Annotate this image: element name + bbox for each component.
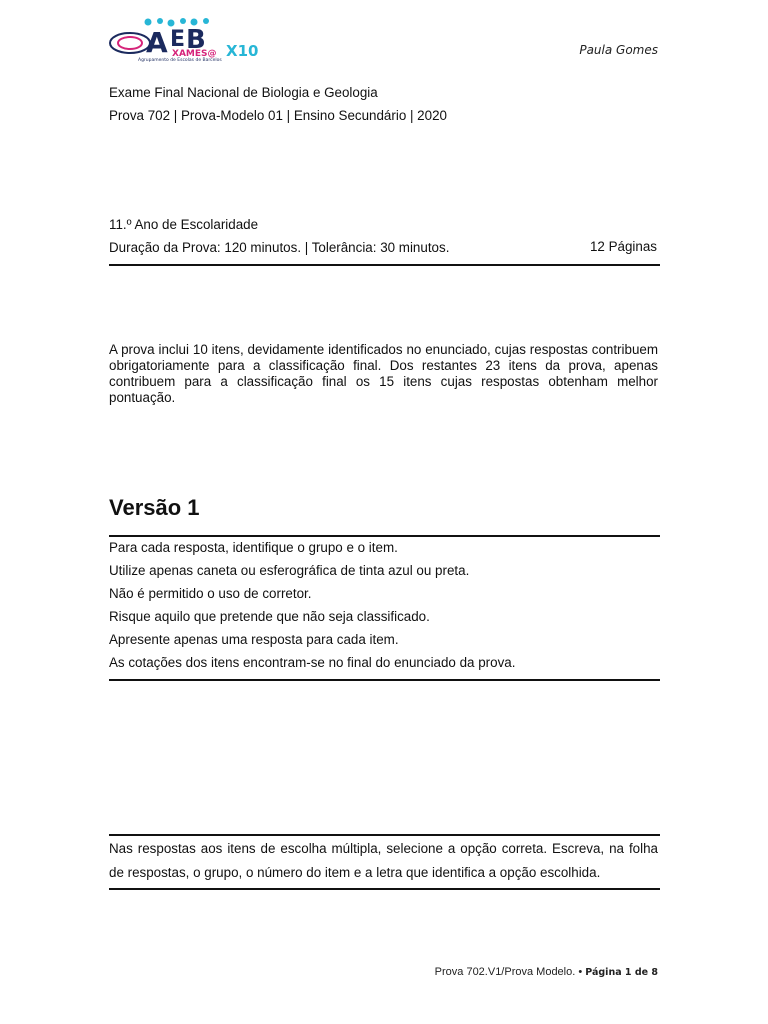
instruction-item: Apresente apenas uma resposta para cada item. — [109, 632, 399, 647]
intro-paragraph: A prova inclui 10 itens, devidamente identificados no enunciado, cujas respostas contribuem obrigatoriamente para a classificação final. Dos restantes 23 itens da prova, apenas contribuem para a classificação final os 15 itens cujas respostas obtenham melhor pontuação. — [109, 342, 658, 405]
school-logo — [108, 18, 268, 62]
instruction-item: Não é permitido o uso de corretor. — [109, 586, 312, 601]
note-top-divider — [109, 834, 660, 836]
multiple-choice-note: Nas respostas aos itens de escolha múltipla, selecione a opção correta. Escreva, na folha de respostas, o grupo, o número do item e a letra que identifica a opção escolhida. — [109, 841, 658, 880]
instruction-item: Para cada resposta, identifique o grupo e o item. — [109, 540, 398, 555]
svg-text:X10: X10 — [226, 42, 259, 60]
exam-duration: Duração da Prova: 120 minutos. | Tolerância: 30 minutos. — [109, 240, 450, 255]
version-title: Versão 1 — [109, 495, 200, 520]
svg-text:XAMES@: XAMES@ — [172, 49, 217, 59]
page-count: 12 Páginas — [589, 239, 657, 254]
author-name: Paula Gomes — [579, 43, 658, 57]
instruction-item: Risque aquilo que pretende que não seja classificado. — [109, 609, 430, 624]
svg-text:B: B — [186, 25, 206, 55]
svg-text:E: E — [170, 27, 186, 52]
exam-title: Exame Final Nacional de Biologia e Geologia — [109, 85, 378, 100]
instruction-item: As cotações dos itens encontram-se no final do enunciado da prova. — [109, 655, 516, 670]
page-footer — [435, 966, 658, 978]
exam-subtitle: Prova 702 | Prova-Modelo 01 | Ensino Secundário | 2020 — [109, 108, 447, 123]
svg-text:Agrupamento de Escolas de Barc: Agrupamento de Escolas de Barcelos — [138, 58, 222, 62]
header-divider — [109, 264, 660, 266]
footer-page-number: Página 1 de 8 — [585, 967, 658, 978]
instruction-item: Utilize apenas caneta ou esferográfica de tinta azul ou preta. — [109, 563, 470, 578]
footer-prefix: Prova 702.V1/Prova Modelo. • — [434, 966, 583, 978]
note-bottom-divider — [109, 888, 660, 890]
instructions-bottom-divider — [109, 679, 660, 681]
version-top-divider — [109, 535, 660, 537]
logo-text: A — [146, 26, 168, 59]
grade-level: 11.º Ano de Escolaridade — [109, 217, 259, 232]
